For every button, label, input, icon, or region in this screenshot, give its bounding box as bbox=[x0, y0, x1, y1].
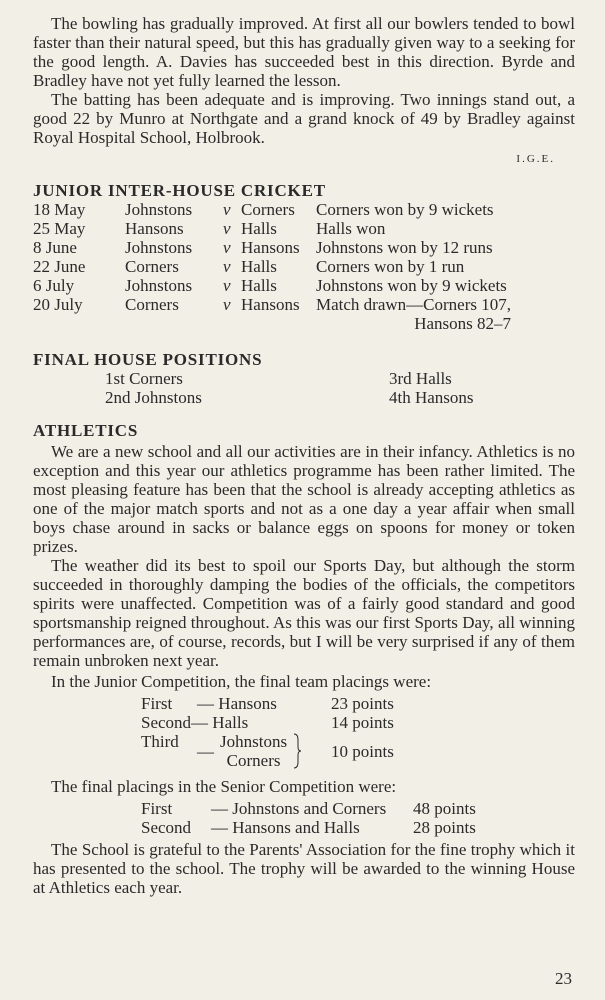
tie-teams bbox=[220, 732, 287, 770]
tie-team-a: Johnstons bbox=[220, 732, 288, 751]
placing-row bbox=[141, 713, 394, 732]
fixture-home: Hansons bbox=[125, 219, 184, 238]
tie-team-b: Corners bbox=[226, 751, 281, 770]
fixture-result: Corners won by 1 run bbox=[316, 257, 465, 276]
placing-row bbox=[141, 732, 394, 770]
fixture-date: 20 July bbox=[33, 295, 83, 314]
fixture-result: Halls won bbox=[316, 219, 386, 238]
fixture-row bbox=[33, 276, 511, 295]
fixture-home: Johnstons bbox=[125, 276, 193, 295]
fixture-vs: v bbox=[223, 276, 231, 295]
fixture-home: Corners bbox=[125, 295, 179, 314]
fixture-away: Corners bbox=[241, 200, 295, 219]
fixture-row bbox=[33, 295, 511, 314]
placing-label: First bbox=[141, 799, 173, 818]
placing-points: 23 points bbox=[331, 694, 394, 713]
placing-label: First bbox=[141, 694, 173, 713]
fixture-vs: v bbox=[223, 238, 231, 257]
placing-team: — Johnstons and Corners bbox=[211, 799, 387, 818]
fixture-row bbox=[33, 238, 511, 257]
page-number: 23 bbox=[555, 969, 572, 988]
placing-label: Second bbox=[141, 713, 192, 732]
tie-dash: — bbox=[197, 741, 215, 761]
placing-team: — Halls bbox=[191, 713, 249, 732]
fixture-away: Halls bbox=[241, 276, 277, 295]
page-content bbox=[33, 14, 575, 897]
fixture-result: Match drawn—Corners 107, bbox=[316, 295, 511, 314]
cricket-bowling-paragraph: The bowling has gradually improved. At first all our bowlers tended to bowl faster than their natural speed, but this has gradually given way to a seeking for the good length. A. Davies has succeeded best in this direction. Byrde and Bradley have not yet fully learned the lesson. bbox=[33, 14, 575, 90]
junior-placings-table bbox=[141, 694, 394, 770]
fixture-result: Corners won by 9 wickets bbox=[316, 200, 494, 219]
fixture-vs: v bbox=[223, 295, 231, 314]
junior-cricket-heading: JUNIOR INTER-HOUSE CRICKET bbox=[33, 181, 326, 200]
position-3rd: 3rd Halls bbox=[389, 369, 452, 388]
placing-row bbox=[141, 799, 476, 818]
final-positions-heading: FINAL HOUSE POSITIONS bbox=[33, 350, 263, 369]
fixture-vs: v bbox=[223, 200, 231, 219]
placing-label: Third bbox=[141, 732, 179, 751]
placing-points: 10 points bbox=[331, 741, 394, 761]
senior-placings-table bbox=[141, 799, 476, 837]
fixture-date: 6 July bbox=[33, 276, 75, 295]
junior-competition-intro: In the Junior Competition, the final team placings were: bbox=[51, 672, 432, 691]
placing-row bbox=[141, 818, 476, 837]
fixture-date: 25 May bbox=[33, 219, 86, 238]
fixture-away: Hansons bbox=[241, 295, 300, 314]
fixture-row bbox=[33, 257, 511, 276]
fixture-home: Johnstons bbox=[125, 200, 193, 219]
placing-points: 48 points bbox=[413, 799, 476, 818]
position-1st: 1st Corners bbox=[105, 369, 183, 388]
fixture-row bbox=[33, 219, 511, 238]
fixture-row-continuation bbox=[33, 314, 511, 333]
cricket-batting-paragraph: The batting has been adequate and is improving. Two innings stand out, a good 22 by Munro at Northgate and a grand knock of 49 by Bradley against Royal Hospital School, Holbrook. bbox=[33, 90, 575, 147]
athletics-intro-paragraph: We are a new school and all our activities are in their infancy. Athletics is no exception and this year our athletics programme has been rather limited. The most pleasing feature has been that the school is already accepting athletics as one of the major match sports and not as a one day a year affair when small boys chase around in sacks or balance eggs on spoons for money or token prizes. bbox=[33, 442, 575, 556]
placing-points: 14 points bbox=[331, 713, 394, 732]
fixture-result-continuation: Hansons 82–7 bbox=[414, 314, 511, 333]
fixture-away: Halls bbox=[241, 257, 277, 276]
placing-team: — Hansons and Halls bbox=[211, 818, 360, 837]
position-2nd: 2nd Johnstons bbox=[105, 388, 202, 407]
fixture-spacer bbox=[33, 314, 316, 333]
fixture-result: Johnstons won by 12 runs bbox=[316, 238, 493, 257]
sports-day-paragraph: The weather did its best to spoil our Sports Day, but although the storm succeeded in thoroughly damping the bodies of the officials, the competitors spirits were unaffected. Competition was of a fairly good standard and good sportsmanship reigned throughout. As this was our first Sports Day, all winning performances are, of course, records, but I will be very surprised if any of them remain unbroken next year. bbox=[33, 556, 575, 670]
fixture-date: 8 June bbox=[33, 238, 77, 257]
placing-row bbox=[141, 694, 394, 713]
fixture-date: 22 June bbox=[33, 257, 86, 276]
tie-brace-icon bbox=[291, 732, 303, 770]
fixture-home: Corners bbox=[125, 257, 179, 276]
senior-competition-intro: The final placings in the Senior Competition were: bbox=[51, 777, 397, 796]
placing-team-tie bbox=[191, 732, 331, 770]
fixture-away: Halls bbox=[241, 219, 277, 238]
fixture-home: Johnstons bbox=[125, 238, 193, 257]
position-4th: 4th Hansons bbox=[389, 388, 474, 407]
positions-row bbox=[105, 369, 474, 388]
placing-team: — Hansons bbox=[197, 694, 277, 713]
closing-paragraph: The School is grateful to the Parents' Association for the fine trophy which it has presented to the school. The trophy will be awarded to the winning House at Athletics each year. bbox=[33, 840, 575, 897]
fixtures-table bbox=[33, 200, 511, 333]
placing-points: 28 points bbox=[413, 818, 476, 837]
placing-label: Second bbox=[141, 818, 192, 837]
fixture-away: Hansons bbox=[241, 238, 300, 257]
positions-row bbox=[105, 388, 474, 407]
athletics-heading: ATHLETICS bbox=[33, 421, 139, 440]
fixture-row bbox=[33, 200, 511, 219]
author-initials: I.G.E. bbox=[516, 153, 555, 165]
fixture-date: 18 May bbox=[33, 200, 86, 219]
fixture-result: Johnstons won by 9 wickets bbox=[316, 276, 507, 295]
fixture-vs: v bbox=[223, 219, 231, 238]
final-positions-table bbox=[105, 369, 474, 407]
fixture-vs: v bbox=[223, 257, 231, 276]
